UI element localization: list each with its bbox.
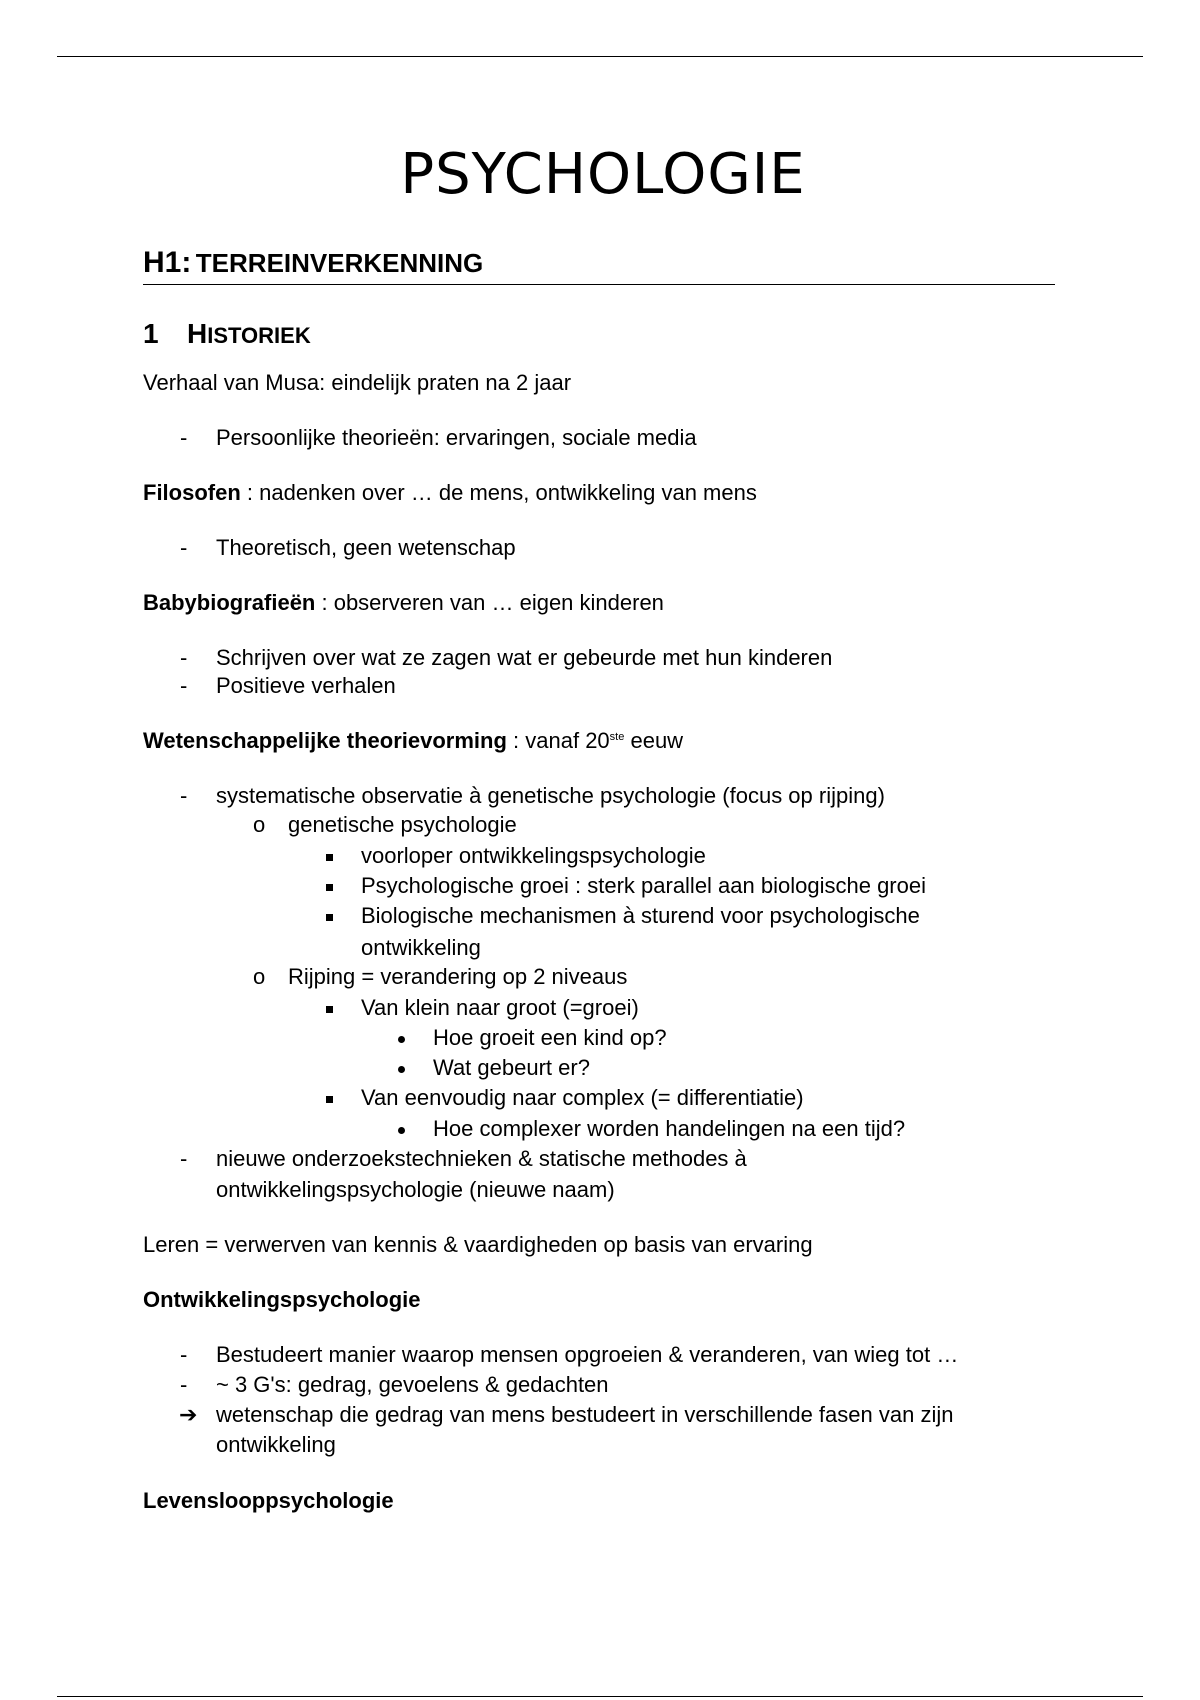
babybiografieen-description: : observeren van … eigen kinderen [315,590,664,615]
section-number: 1 [143,318,159,349]
dash-marker: - [180,673,188,698]
sub-list-item: genetische psychologie [288,812,517,837]
list-item: Bestudeert manier waarop mensen opgroeien & veranderen, van wieg tot … [216,1342,959,1367]
square-bullet [326,871,333,901]
wetenschap-paragraph [143,726,683,756]
square-bullet [326,1083,333,1113]
dash-marker: - [180,1372,188,1397]
superscript: ste [609,731,625,743]
dash-marker: - [180,535,188,560]
wetenschap-description-end: eeuw [624,728,684,753]
level4-list-item: Hoe groeit een kind op? [433,1025,667,1050]
dash-marker: - [180,1146,188,1171]
list-item-continuation: ontwikkelingspsychologie (nieuwe naam) [216,1177,615,1202]
sub-sub-list-item: Biologische mechanismen à sturend voor psychologische [361,903,920,928]
chapter-number: H1: [143,246,192,279]
top-rule [57,56,1143,57]
intro-paragraph: Verhaal van Musa: eindelijk praten na 2 jaar [143,370,572,395]
circle-marker: o [253,964,266,989]
section-heading [143,318,311,350]
term-ontwikkelingspsychologie: Ontwikkelingspsychologie [143,1287,421,1312]
level4-list-item: Hoe complexer worden handelingen na een tijd? [433,1116,906,1141]
dash-marker: - [180,783,188,808]
square-bullet [326,841,333,871]
document-title: PSYCHOLOGIE [400,142,806,207]
round-bullet [398,1023,405,1053]
list-item: Schrijven over wat ze zagen wat er gebeurde met hun kinderen [216,645,833,670]
section-title-initial: H [187,318,208,349]
sub-list-item: Rijping = verandering op 2 niveaus [288,964,628,989]
term-levensloop: Levenslooppsychologie [143,1488,394,1513]
list-item: nieuwe onderzoekstechnieken & statische methodes à [216,1146,747,1171]
square-bullet [326,993,333,1023]
square-bullet [326,901,333,931]
list-item: Persoonlijke theorieën: ervaringen, sociale media [216,425,697,450]
filosofen-description: : nadenken over … de mens, ontwikkeling van mens [240,480,757,505]
chapter-title: TERREINVERKENNING [195,248,484,278]
round-bullet [398,1053,405,1083]
conclusion-item: wetenschap die gedrag van mens bestudeert in verschillende fasen van zijn [216,1402,954,1427]
levensloop-heading [143,1486,394,1516]
sub-sub-list-item: voorloper ontwikkelingspsychologie [361,843,706,868]
sub-sub-list-item: Van eenvoudig naar complex (= differentiatie) [361,1085,804,1110]
level4-list-item: Wat gebeurt er? [433,1055,590,1080]
dash-marker: - [180,1342,188,1367]
leren-paragraph: Leren = verwerven van kennis & vaardigheden op basis van ervaring [143,1232,813,1257]
dash-marker: - [180,645,188,670]
bottom-rule [57,1696,1143,1697]
chapter-heading [143,246,1055,285]
arrow-icon: ➔ [179,1402,198,1427]
term-wetenschap: Wetenschappelijke theorievorming [143,728,507,753]
wetenschap-description: : vanaf 20 [506,728,610,753]
list-item: Positieve verhalen [216,673,396,698]
sub-sub-list-item: Psychologische groei : sterk parallel aan biologische groei [361,873,926,898]
dash-marker: - [180,425,188,450]
sub-sub-list-item-continuation: ontwikkeling [361,935,481,960]
circle-marker: o [253,812,266,837]
babybiografieen-paragraph [143,588,664,618]
term-filosofen: Filosofen [143,480,241,505]
conclusion-item-continuation: ontwikkeling [216,1432,336,1457]
list-item: Theoretisch, geen wetenschap [216,535,516,560]
list-item: systematische observatie à genetische psychologie (focus op rijping) [216,783,885,808]
term-babybiografieen: Babybiografieën [143,590,316,615]
round-bullet [398,1114,405,1144]
sub-sub-list-item: Van klein naar groot (=groei) [361,995,639,1020]
filosofen-paragraph [143,478,757,508]
list-item: ~ 3 G's: gedrag, gevoelens & gedachten [216,1372,609,1397]
ontwikkelingspsychologie-heading [143,1285,421,1315]
section-title-rest: ISTORIEK [207,323,311,348]
